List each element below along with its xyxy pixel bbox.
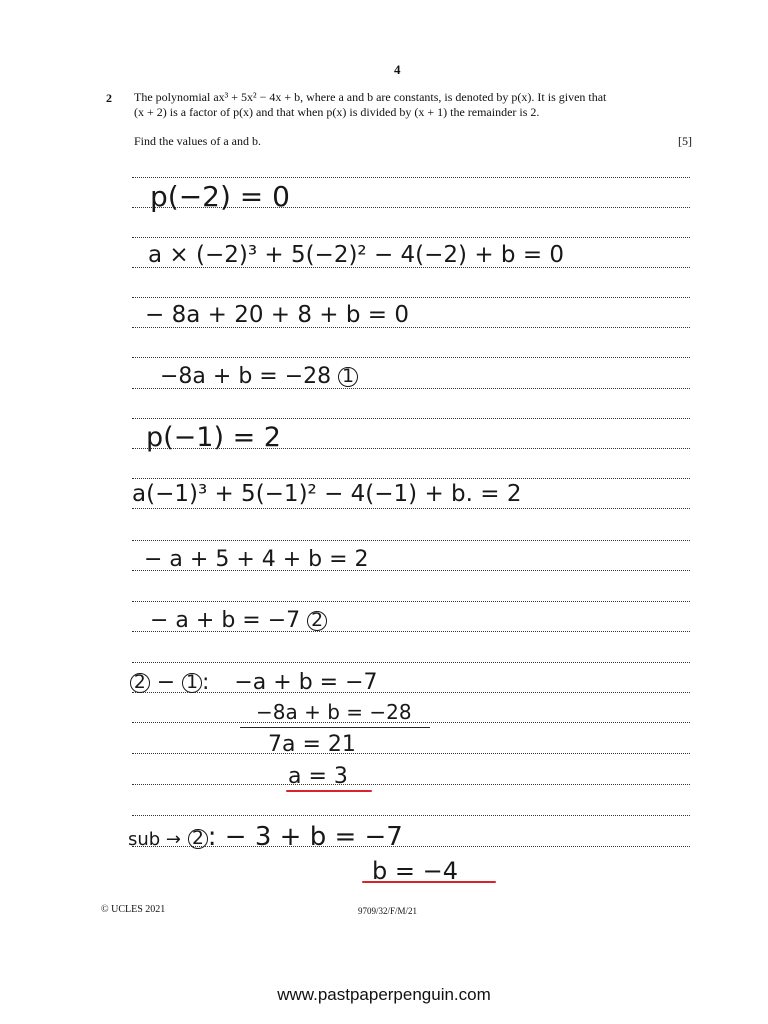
working-line-9: [130, 670, 378, 695]
answer-line: [132, 601, 690, 602]
question-line-2: (x + 2) is a factor of p(x) and that when p(x) is divided by (x + 1) the remainder is 2.: [134, 105, 540, 119]
subtraction-underline: [240, 727, 430, 728]
working-line-10: −8a + b = −28: [256, 700, 412, 724]
answer-line: [132, 784, 690, 785]
equation-tag-1: 1: [338, 367, 358, 387]
working-line-12: a = 3: [288, 764, 348, 789]
question-text: [134, 90, 694, 120]
answer-a-underline: [286, 790, 372, 792]
working-line-3: − 8a + 20 + 8 + b = 0: [145, 302, 410, 328]
equation-text: −a + b = −7: [234, 670, 378, 695]
colon: :: [201, 670, 210, 695]
working-line-11: 7a = 21: [268, 732, 356, 757]
answer-line: [132, 237, 690, 238]
sub-label: sub →: [128, 829, 182, 850]
website-watermark: www.pastpaperpenguin.com: [277, 985, 491, 1004]
answer-line: [132, 478, 690, 479]
working-line-4: [160, 364, 358, 389]
minus-sign: −: [156, 670, 176, 695]
working-line-14: b = −4: [372, 857, 458, 885]
question-marks: [5]: [678, 134, 692, 148]
page-number: 4: [394, 62, 401, 77]
answer-line: [132, 508, 690, 509]
working-line-13: [128, 822, 403, 852]
working-line-6: a(−1)³ + 5(−1)² − 4(−1) + b. = 2: [132, 481, 522, 507]
equation-text: −8a + b = −28: [160, 364, 332, 389]
working-line-8: [150, 608, 327, 633]
answer-line: [132, 297, 690, 298]
equation-tag-2: 2: [188, 829, 208, 849]
question-number: 2: [106, 91, 112, 105]
paper-code: 9709/32/F/M/21: [358, 906, 418, 916]
equation-tag-1: 1: [182, 673, 202, 693]
equation-tag-2: 2: [130, 673, 150, 693]
equation-text: : − 3 + b = −7: [207, 822, 403, 852]
question-instruction: Find the values of a and b.: [134, 134, 261, 148]
working-line-2: a × (−2)³ + 5(−2)² − 4(−2) + b = 0: [148, 242, 565, 268]
answer-b-underline: [362, 881, 496, 883]
answer-line: [132, 540, 690, 541]
working-line-1: p(−2) = 0: [150, 180, 290, 213]
equation-tag-2: 2: [307, 611, 327, 631]
answer-line: [132, 662, 690, 663]
equation-text: − a + b = −7: [150, 608, 301, 633]
working-line-7: − a + 5 + 4 + b = 2: [144, 547, 369, 572]
answer-line: [132, 357, 690, 358]
answer-line: [132, 753, 690, 754]
answer-line: [132, 177, 690, 178]
answer-line: [132, 418, 690, 419]
copyright: © UCLES 2021: [101, 904, 166, 915]
answer-line: [132, 815, 690, 816]
working-line-5: p(−1) = 2: [146, 422, 281, 453]
question-line-1: The polynomial ax³ + 5x² − 4x + b, where a and b are constants, is denoted by p(x). It is given that: [134, 90, 607, 104]
